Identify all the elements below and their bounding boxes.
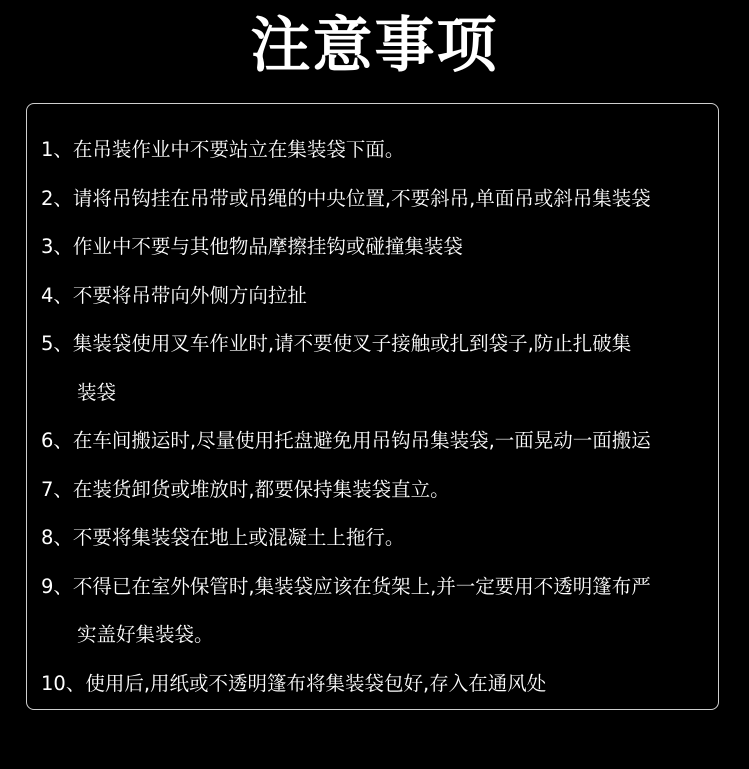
notice-text: 7、在装货卸货或堆放时,都要保持集装袋直立。 xyxy=(41,477,450,501)
notice-text: 10、使用后,用纸或不透明篷布将集装袋包好,存入在通风处 xyxy=(41,671,547,695)
notice-text: 4、不要将吊带向外侧方向拉扯 xyxy=(41,283,307,307)
page-title: 注意事项 xyxy=(250,11,499,81)
notice-item-2 xyxy=(41,175,651,224)
notice-item-1 xyxy=(41,126,651,175)
notice-text-continuation: 装袋 xyxy=(77,380,117,404)
notice-text-continuation: 实盖好集装袋。 xyxy=(77,623,214,646)
notice-text: 2、请将吊钩挂在吊带或吊绳的中央位置,不要斜吊,单面吊或斜吊集装袋 xyxy=(41,186,651,210)
notice-item-10 xyxy=(41,660,651,709)
notice-text: 1、在吊装作业中不要站立在集装袋下面。 xyxy=(41,138,405,161)
notice-item-8 xyxy=(41,514,651,563)
notice-item-6 xyxy=(41,417,651,466)
notice-list xyxy=(41,126,651,708)
notice-text: 9、不得已在室外保管时,集装袋应该在货架上,并一定要用不透明篷布严 xyxy=(41,574,651,598)
notice-text: 3、作业中不要与其他物品摩擦挂钩或碰撞集装袋 xyxy=(41,235,463,258)
notice-text: 5、集装袋使用叉车作业时,请不要使叉子接触或扎到袋子,防止扎破集 xyxy=(41,332,632,355)
notice-text: 8、不要将集装袋在地上或混凝土上拖行。 xyxy=(41,526,405,549)
notice-item-3 xyxy=(41,223,651,272)
notice-item-4 xyxy=(41,272,651,321)
notice-item-5 xyxy=(41,320,651,417)
notice-item-9 xyxy=(41,563,651,660)
notice-text: 6、在车间搬运时,尽量使用托盘避免用吊钩吊集装袋,一面晃动一面搬运 xyxy=(41,429,651,452)
notice-box xyxy=(26,103,719,710)
notice-item-7 xyxy=(41,466,651,515)
